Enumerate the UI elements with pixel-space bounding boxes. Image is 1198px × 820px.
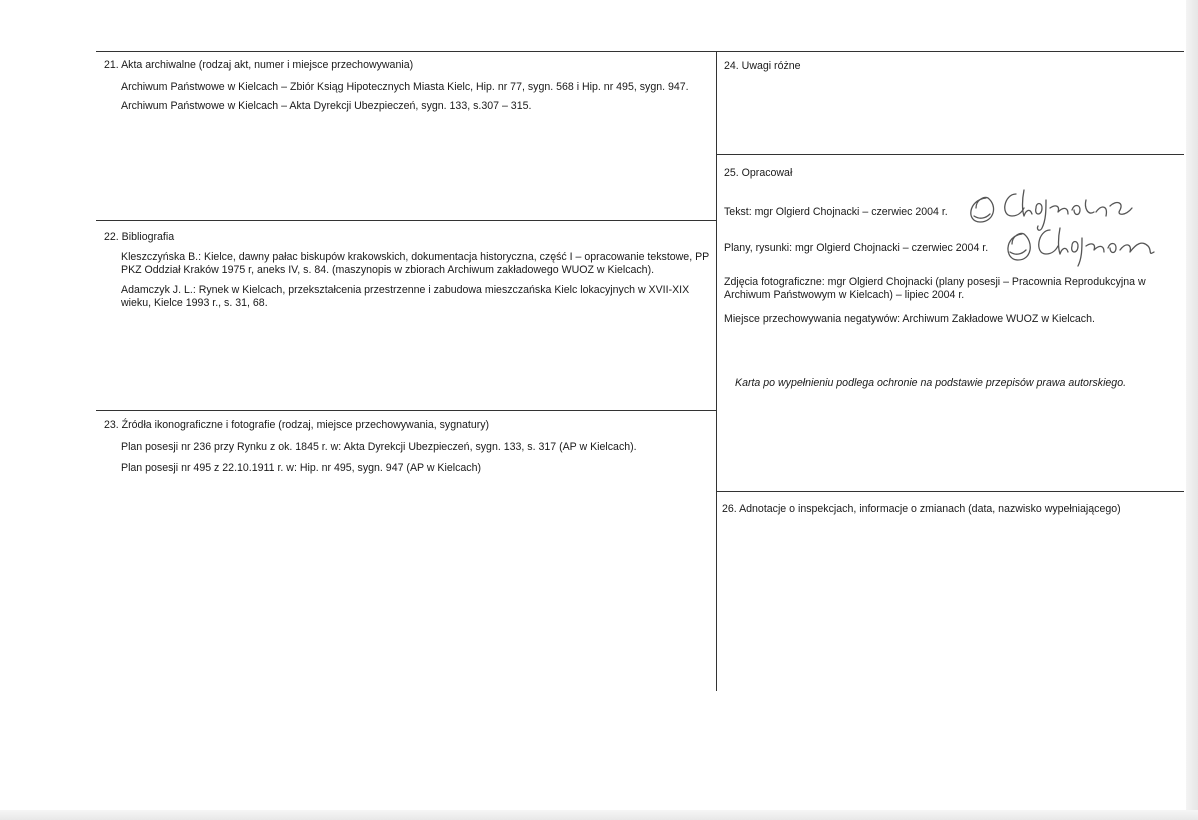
sec25-miejsce: Miejsce przechowywania negatywów: Archiwum Zakładowe WUOZ w Kielcach. — [724, 313, 1095, 325]
divider-22-23 — [96, 410, 716, 411]
sec22-heading: 22. Bibliografia — [104, 231, 175, 243]
sec23-line-2: Plan posesji nr 495 z 22.10.1911 r. w: Hip. nr 495, sygn. 947 (AP w Kielcach) — [121, 462, 481, 474]
sec25-heading: 25. Opracował — [724, 167, 793, 179]
signature-2 — [1002, 222, 1162, 270]
page-edge-right — [1186, 0, 1198, 820]
sec21-line-1: Archiwum Państwowe w Kielcach – Zbiór Ksiąg Hipotecznych Miasta Kielc, Hip. nr 77, sygn. 568 i Hip. nr 495, sygn. 947. — [121, 81, 689, 93]
divider-21-22 — [96, 220, 716, 221]
divider-24-25 — [716, 154, 1184, 155]
sec23-line-1: Plan posesji nr 236 przy Rynku z ok. 1845 r. w: Akta Dyrekcji Ubezpieczeń, sygn. 133, s. 317 (AP w Kielcach). — [121, 441, 637, 453]
sec21-heading: 21. Akta archiwalne (rodzaj akt, numer i miejsce przechowywania) — [104, 59, 414, 71]
sec25-zdjecia: Zdjęcia fotograficzne: mgr Olgierd Chojnacki (plany posesji – Pracownia Reprodukcyjna w Archiwum Państwowym w Kielcach) – lipiec 2004 r. — [724, 276, 1146, 301]
sec22-entry-1: Kleszczyńska B.: Kielce, dawny pałac biskupów krakowskich, dokumentacja historyczna, część I – opracowanie tekstowe, PP PKZ Oddział Kraków 1975 r, aneks IV, s. 84. (maszynopis w zbiorach Archiwum zakładowego WUOZ w Kielcach). — [121, 251, 710, 276]
sec23-heading: 23. Źródła ikonograficzne i fotografie (rodzaj, miejsce przechowywania, sygnatury) — [104, 419, 490, 431]
page-edge-bottom — [0, 810, 1198, 820]
sec25-plany: Plany, rysunki: mgr Olgierd Chojnacki – czerwiec 2004 r. — [724, 242, 989, 254]
sec26-heading: 26. Adnotacje o inspekcjach, informacje o zmianach (data, nazwisko wypełniającego) — [722, 503, 1121, 515]
sec24-heading: 24. Uwagi różne — [724, 60, 801, 72]
top-border — [96, 51, 1184, 52]
sec22-entry-2: Adamczyk J. L.: Rynek w Kielcach, przekształcenia przestrzenne i zabudowa mieszczańska Kielc lokacyjnych w XVII-XIX wieku, Kielce 1993 r., s. 31, 68. — [121, 284, 690, 309]
column-divider — [716, 51, 717, 691]
copyright-note: Karta po wypełnieniu podlega ochronie na podstawie przepisów prawa autorskiego. — [735, 377, 1127, 389]
sec21-line-2: Archiwum Państwowe w Kielcach – Akta Dyrekcji Ubezpieczeń, sygn. 133, s.307 – 315. — [121, 100, 532, 112]
sec25-tekst: Tekst: mgr Olgierd Chojnacki – czerwiec 2004 r. — [724, 206, 948, 218]
divider-25-26 — [716, 491, 1184, 492]
